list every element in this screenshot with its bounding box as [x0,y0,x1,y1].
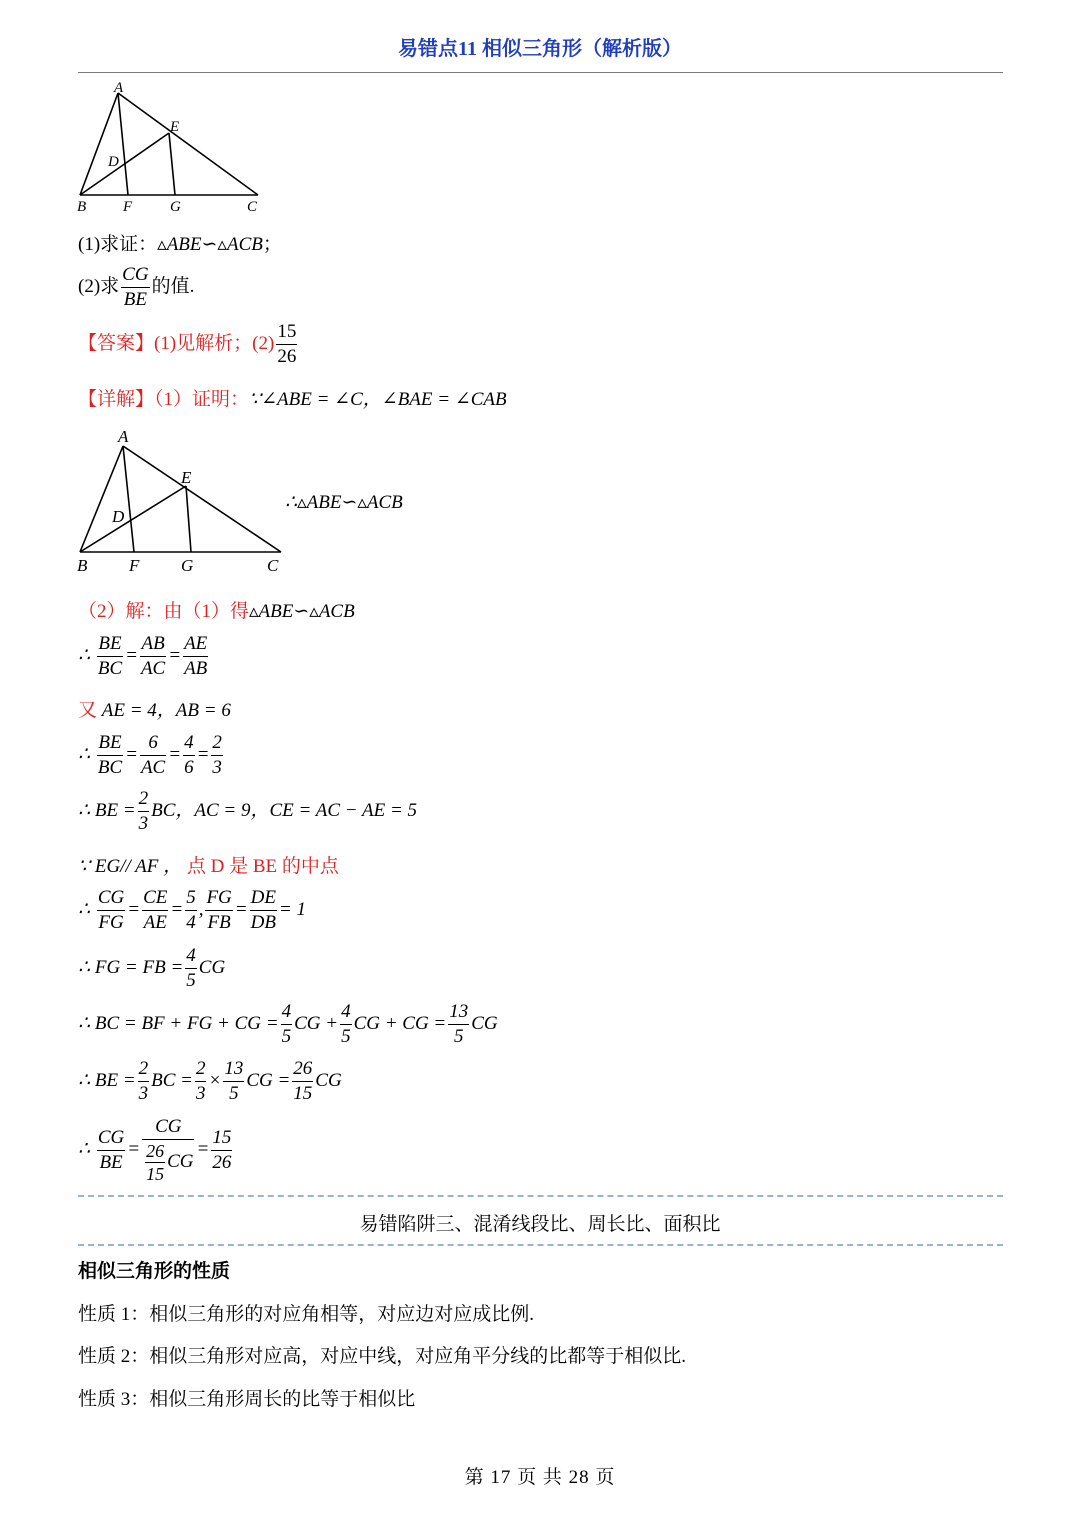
fig2-label-e: E [181,468,192,487]
question-part-2: (2)求 $\frac{CG}{BE}$ 的值. [78,264,195,310]
property-2: 性质 2：相似三角形对应高，对应中线，对应角平分线的比都等于相似比. [78,1346,687,1367]
step-ratio-2: ∴ $\frac{BE}{BC}$ = $\frac{6}{AC}$ = $\frac{4}{6}$ = $\frac{2}{3}$ [78,732,222,778]
fig2-label-a: A [118,427,129,446]
step-bc-value: ∴ BC = BF + FG + CG = $\frac{4}{5}$ CG + $\frac{4}{5}$ CG + CG = $\frac{13}{5}$ CG [78,1001,498,1047]
answer-line: 【答案】(1)见解析；(2) $\frac{15}{26}$ [78,321,297,367]
detail-part-2: （2）解：由（1）得▵ABE∽▵ACB [78,601,355,622]
step-fg-value: ∴ FG = FB = $\frac{4}{5}$ CG [78,945,226,991]
fig1-label-c: C [247,199,258,215]
section-divider-bottom [78,1244,1003,1246]
question-part-1: (1)求证：▵ABE∽▵ACB； [78,234,282,255]
triangle-figure-1 [70,80,270,218]
step-be-cg: ∴ BE = $\frac{2}{3}$ BC = $\frac{2}{3}$ × $\frac{13}{5}$ CG = $\frac{26}{15}$ CG [78,1058,342,1104]
fig1-label-d: D [108,154,119,170]
fig1-label-b: B [77,199,87,215]
fig2-label-b: B [77,556,88,575]
fig1-label-f: F [123,199,133,215]
property-1: 性质 1：相似三角形的对应角相等，对应边对应成比例. [78,1304,535,1325]
similarity-conclusion: ∴▵ABE∽▵ACB [285,492,403,513]
step-given-values: 又 AE = 4，AB = 6 [78,700,231,721]
page-header-title: 易错点11 相似三角形（解析版） [398,38,682,60]
header-rule [78,72,1003,73]
step-ratio-3: ∴ $\frac{CG}{FG}$ = $\frac{CE}{AE}$ = $\frac{5}{4}$ , $\frac{FG}{FB}$ = $\frac{DE}{DB}$ = 1 [78,887,306,933]
triangle-figure-2 [70,425,300,580]
page-footer: 第 17 页 共 28 页 [464,1467,616,1488]
step-final-ratio: ∴ $\frac{CG}{BE}$ = CG $\frac{26}{15}$ CG = $\frac{15}{26}$ [78,1116,232,1184]
step-be-value: ∴ BE = $\frac{2}{3}$ BC，AC = 9，CE = AC − AE = 5 [78,788,418,834]
fig2-label-d: D [112,507,125,526]
fig2-label-c: C [267,556,279,575]
step-parallel: ∵ EG// AF ， 点 D 是 BE 的中点 [78,856,339,877]
section-title: 易错陷阱三、混淆线段比、周长比、面积比 [359,1213,721,1235]
fig1-label-a: A [114,80,124,96]
property-3: 性质 3：相似三角形周长的比等于相似比 [78,1389,416,1410]
step-ratio-1: ∴ $\frac{BE}{BC}$ = $\frac{AB}{AC}$ = $\frac{AE}{AB}$ [78,633,208,679]
detail-line: 【详解】（1）证明：∵∠ABE = ∠C，∠BAE = ∠CAB [78,389,507,410]
section-divider-top [78,1195,1003,1197]
fig1-label-g: G [170,199,181,215]
fig2-label-g: G [181,556,194,575]
properties-heading: 相似三角形的性质 [78,1260,231,1282]
fig2-label-f: F [129,556,140,575]
fig1-label-e: E [170,119,180,135]
